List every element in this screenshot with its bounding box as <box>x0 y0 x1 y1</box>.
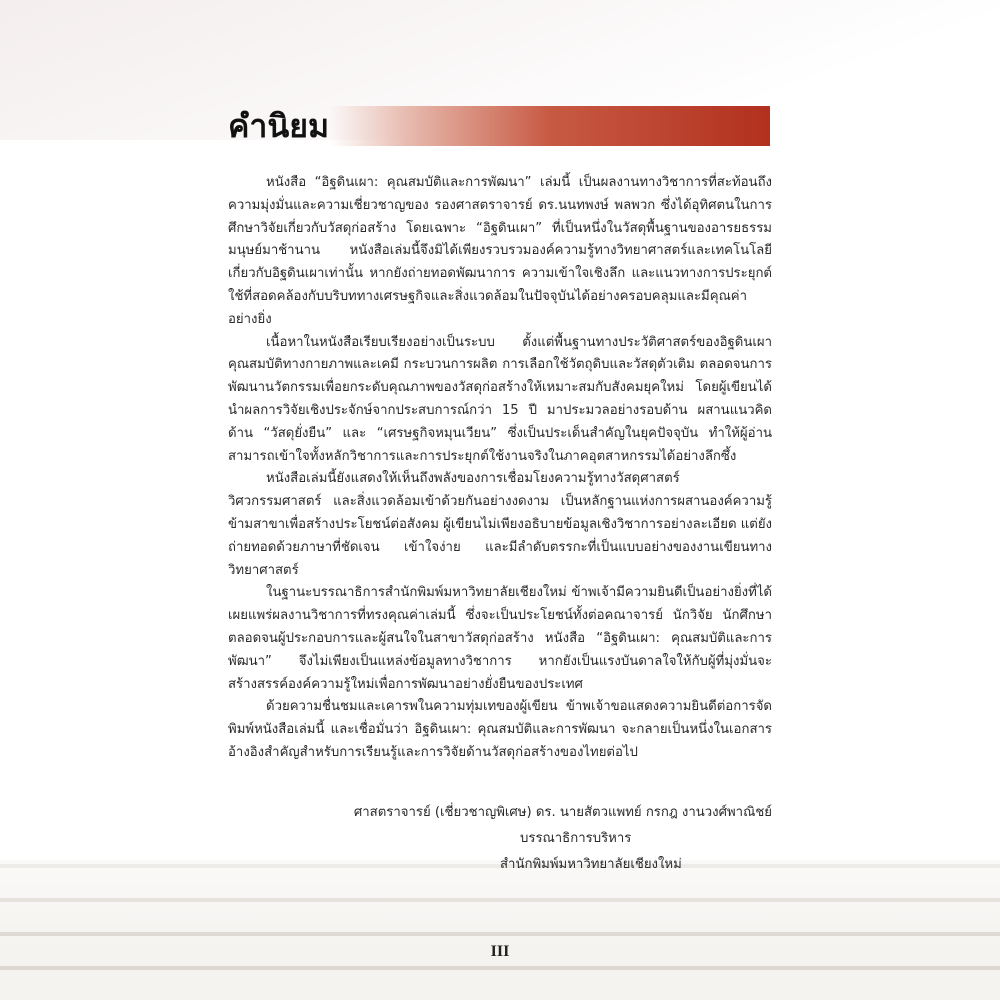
foreword-body <box>228 172 772 765</box>
paragraph-4: ในฐานะบรรณาธิการสำนักพิมพ์มหาวิทยาลัยเชียงใหม่ ข้าพเจ้ามีความยินดีเป็นอย่างยิ่งที่ได้เผยแพร่ผลงานวิชาการที่ทรงคุณค่าเล่มนี้ ซึ่งจะเป็นประโยชน์ทั้งต่อคณาจารย์ นักวิจัย นักศึกษา ตลอดจนผู้ประกอบการและผู้สนใจในสาขาวัสดุก่อสร้าง หนังสือ “อิฐดินเผา: คุณสมบัติและการพัฒนา” จึงไม่เพียงเป็นแหล่งข้อมูลทางวิชาการ หากยังเป็นแรงบันดาลใจให้กับผู้ที่มุ่งมั่นจะสร้างสรรค์องค์ความรู้ใหม่เพื่อการพัฒนาอย่างยั่งยืนของประเทศ <box>228 585 772 692</box>
title-accent-bar <box>330 106 770 146</box>
page-number: III <box>490 943 510 960</box>
signer-organization: สำนักพิมพ์มหาวิทยาลัยเชียงใหม่ <box>500 857 682 872</box>
paragraph-2: เนื้อหาในหนังสือเรียบเรียงอย่างเป็นระบบ ตั้งแต่พื้นฐานทางประวัติศาสตร์ของอิฐดินเผา คุณสมบัติทางกายภาพและเคมี กระบวนการผลิต การเลือกใช้วัตถุดิบและวัสดุตัวเติม ตลอดจนการพัฒนานวัตกรรมเพื่อยกระดับคุณภาพของวัสดุก่อสร้างให้เหมาะสมกับสังคมยุคใหม่ โดยผู้เขียนได้นำผลการวิจัยเชิงประจักษ์จากประสบการณ์กว่า 15 ปี มาประมวลอย่างรอบด้าน ผสานแนวคิดด้าน “วัสดุยั่งยืน” และ “เศรษฐกิจหมุนเวียน” ซึ่งเป็นประเด็นสำคัญในยุคปัจจุบัน ทำให้ผู้อ่านสามารถเข้าใจทั้งหลักวิชาการและการประยุกต์ใช้งานจริงในภาคอุตสาหกรรมได้อย่างลึกซึ้ง <box>228 334 772 464</box>
brick-wall-background <box>0 860 1000 1000</box>
paragraph-3: หนังสือเล่มนี้ยังแสดงให้เห็นถึงพลังของการเชื่อมโยงความรู้ทางวัสดุศาสตร์ วิศวกรรมศาสตร์ และสิ่งแวดล้อมเข้าด้วยกันอย่างงดงาม เป็นหลักฐานแห่งการผสานองค์ความรู้ข้ามสาขาเพื่อสร้างประโยชน์ต่อสังคม ผู้เขียนไม่เพียงอธิบายข้อมูลเชิงวิชาการอย่างละเอียด แต่ยังถ่ายทอดด้วยภาษาที่ชัดเจน เข้าใจง่าย และมีลำดับตรรกะที่เป็นแบบอย่างของงานเขียนทางวิทยาศาสตร์ <box>228 471 772 578</box>
signer-position: บรรณาธิการบริหาร <box>520 831 632 846</box>
paragraph-1: หนังสือ “อิฐดินเผา: คุณสมบัติและการพัฒนา” เล่มนี้ เป็นผลงานทางวิชาการที่สะท้อนถึงความมุ่งมั่นและความเชี่ยวชาญของ รองศาสตราจารย์ ดร.นนทพงษ์ พลพวก ซึ่งได้อุทิศตนในการศึกษาวิจัยเกี่ยวกับวัสดุก่อสร้าง โดยเฉพาะ “อิฐดินเผา” ที่เป็นหนึ่งในวัสดุพื้นฐานของอารยธรรมมนุษย์มาช้านาน หนังสือเล่มนี้จึงมิได้เพียงรวบรวมองค์ความรู้ทางวิทยาศาสตร์และเทคโนโลยีเกี่ยวกับอิฐดินเผาเท่านั้น หากยังถ่ายทอดพัฒนาการ ความเข้าใจเชิงลึก และแนวทางการประยุกต์ใช้ที่สอดคล้องกับบริบททางเศรษฐกิจและสิ่งแวดล้อมในปัจจุบันได้อย่างครอบคลุมและมีคุณค่าอย่างยิ่ง <box>228 175 772 327</box>
signer-name: ศาสตราจารย์ (เชี่ยวชาญพิเศษ) ดร. นายสัตวแพทย์ กรกฎ งานวงศ์พาณิชย์ <box>353 805 772 820</box>
signature-block <box>228 800 772 878</box>
paragraph-5: ด้วยความชื่นชมและเคารพในความทุ่มเทของผู้เขียน ข้าพเจ้าขอแสดงความยินดีต่อการจัดพิมพ์หนังสือเล่มนี้ และเชื่อมั่นว่า อิฐดินเผา: คุณสมบัติและการพัฒนา จะกลายเป็นหนึ่งในเอกสารอ้างอิงสำคัญสำหรับการเรียนรู้และการวิจัยด้านวัสดุก่อสร้างของไทยต่อไป <box>228 699 772 760</box>
page-title: คำนิยม <box>228 107 330 145</box>
